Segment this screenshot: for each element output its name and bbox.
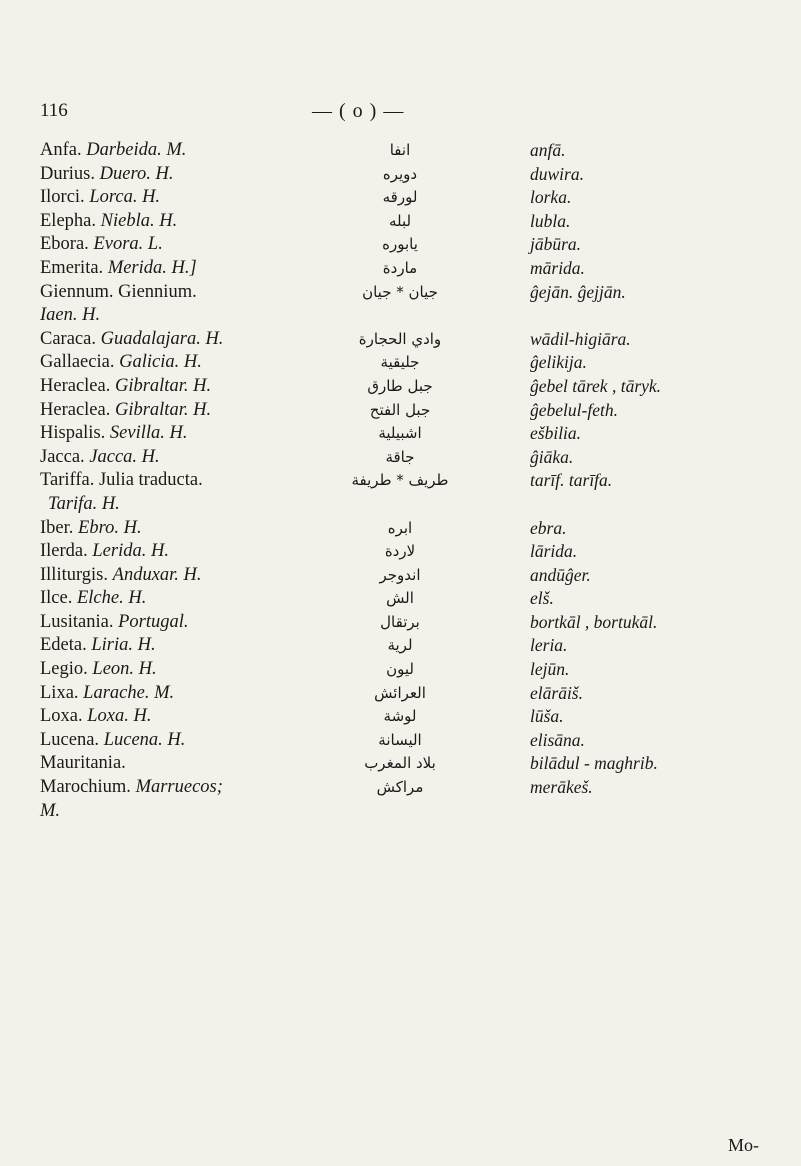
spanish-name: Gibraltar. H. — [114, 375, 212, 396]
transliteration: lūša. — [530, 706, 564, 727]
arabic-name: جليقية — [380, 353, 420, 372]
spanish-name: Lucena. H. — [103, 729, 186, 750]
arabic-name: الش — [386, 589, 414, 608]
spanish-name: Leon. H. — [92, 659, 157, 680]
list-item — [0, 186, 801, 210]
spanish-name: Darbeida. M. — [86, 140, 187, 160]
transliteration: ešbilia. — [530, 423, 582, 444]
latin-name: Heraclea. Gibraltar. H. — [40, 375, 212, 396]
spanish-name: Evora. L. — [93, 234, 163, 255]
spanish-name: Portugal. — [118, 611, 189, 632]
arabic-name: وادي الحجارة — [358, 329, 442, 348]
spanish-name: Merida. H.] — [107, 257, 197, 278]
list-item — [0, 705, 801, 729]
arabic-name: لوشة — [383, 707, 417, 726]
spanish-name: Niebla. H. — [100, 210, 178, 231]
latin-name: Marochium. Marruecos; M. — [40, 777, 223, 821]
arabic-name: لورقه — [382, 188, 418, 207]
list-item — [0, 422, 801, 446]
transliteration: wādil-higiāra. — [530, 328, 631, 349]
arabic-name: برتقال — [380, 612, 420, 631]
latin-name: Edeta. Liria. H. — [40, 635, 156, 656]
list-item — [0, 399, 801, 423]
transliteration: ebra. — [530, 517, 567, 538]
list-item — [0, 328, 801, 352]
list-item — [0, 210, 801, 234]
arabic-name: جاقة — [385, 447, 415, 466]
latin-name: Giennum. Giennium. Iaen. H. — [40, 281, 197, 328]
page-header — [0, 100, 801, 140]
list-item — [0, 163, 801, 187]
latin-name: Ilorci. Lorca. H. — [40, 187, 161, 208]
latin-name: Heraclea. Gibraltar. H. — [40, 399, 212, 420]
list-item — [0, 540, 801, 564]
latin-name: Legio. Leon. H. — [40, 659, 157, 680]
spanish-name: Gibraltar. H. — [114, 399, 212, 420]
list-item — [0, 281, 801, 328]
list-item — [0, 776, 801, 823]
entry-list — [0, 139, 801, 823]
list-item — [0, 375, 801, 399]
latin-name: Iber. Ebro. H. — [40, 517, 142, 538]
latin-name: Elepha. Niebla. H. — [40, 210, 178, 231]
latin-name: Ilerda. Lerida. H. — [40, 541, 169, 562]
list-item — [0, 517, 801, 541]
transliteration: ĝiāka. — [530, 446, 574, 467]
latin-name: Lucena. Lucena. H. — [40, 729, 186, 750]
list-item — [0, 233, 801, 257]
latin-name: Anfa. Darbeida. M. — [40, 140, 187, 160]
transliteration: lubla. — [530, 210, 571, 231]
latin-name: Hispalis. Sevilla. H. — [40, 423, 188, 444]
spanish-name: Liria. H. — [91, 635, 156, 656]
arabic-name: يابوره — [382, 235, 418, 254]
latin-name: Ebora. Evora. L. — [40, 234, 163, 255]
latin-name: Loxa. Loxa. H. — [40, 706, 152, 727]
arabic-name: لاردة — [384, 542, 416, 561]
transliteration: lārida. — [530, 541, 578, 562]
latin-name: Emerita. Merida. H.] — [40, 257, 197, 278]
arabic-name: ليون — [386, 660, 414, 679]
latin-name: Mauritania. — [40, 753, 126, 774]
latin-name: Tariffa. Julia traducta. Tarifa. H. — [40, 469, 203, 516]
transliteration: elš. — [530, 588, 554, 609]
list-item — [0, 658, 801, 682]
arabic-name: انفا — [389, 141, 411, 159]
arabic-name: جبل الفتح — [369, 400, 431, 419]
list-item — [0, 564, 801, 588]
transliteration: bortkāl , bortukāl. — [530, 611, 658, 632]
arabic-name: جيان * جيان — [362, 282, 438, 301]
list-item — [0, 351, 801, 375]
transliteration: merākeš. — [530, 777, 593, 798]
list-item — [0, 611, 801, 635]
arabic-name: جبل طارق — [367, 376, 433, 395]
transliteration: jābūra. — [530, 234, 582, 255]
page-number: 116 — [40, 100, 68, 121]
transliteration: bilādul - maghrib. — [530, 753, 658, 774]
arabic-name: دويره — [382, 164, 418, 183]
latin-name: Ilce. Elche. H. — [40, 588, 147, 609]
transliteration: lorka. — [530, 187, 572, 208]
transliteration: anfā. — [530, 140, 566, 160]
latin-name: Jacca. Jacca. H. — [40, 446, 160, 467]
latin-name: Lusitania. Portugal. — [40, 611, 189, 632]
spanish-name: Anduxar. H. — [112, 564, 202, 585]
spanish-name: Tarifa. H. — [48, 493, 120, 514]
list-item — [0, 634, 801, 658]
list-item — [0, 469, 801, 516]
arabic-name: بلاد المغرب — [364, 754, 436, 773]
spanish-name: Galicia. H. — [119, 352, 202, 373]
spanish-name: Marruecos; M. — [40, 777, 223, 821]
transliteration: ĝebelul-feth. — [530, 399, 618, 420]
spanish-name: Loxa. H. — [87, 706, 152, 727]
arabic-name: العرائش — [374, 683, 426, 702]
spanish-name: Iaen. H. — [40, 305, 101, 326]
latin-name: Illiturgis. Anduxar. H. — [40, 564, 202, 585]
transliteration: andūĝer. — [530, 564, 591, 585]
arabic-name: اليسانة — [378, 730, 422, 749]
list-item — [0, 257, 801, 281]
spanish-name: Duero. H. — [99, 163, 174, 184]
transliteration: elārāiš. — [530, 682, 583, 703]
catchword: Mo- — [728, 1135, 759, 1155]
arabic-name: مراكش — [376, 778, 424, 797]
arabic-name: ابره — [387, 518, 413, 537]
transliteration: ĝelikija. — [530, 352, 587, 373]
spanish-name: Sevilla. H. — [109, 423, 188, 444]
spanish-name: Elche. H. — [76, 588, 147, 609]
transliteration: ĝebel tārek , tāryk. — [530, 375, 662, 396]
running-head: — ( o ) — — [312, 100, 405, 122]
spanish-name: Larache. M. — [83, 682, 175, 703]
latin-name: Gallaecia. Galicia. H. — [40, 352, 202, 373]
list-item — [0, 139, 801, 163]
spanish-name: Lerida. H. — [92, 541, 169, 562]
latin-name: Durius. Duero. H. — [40, 163, 174, 184]
list-item — [0, 587, 801, 611]
transliteration: duwira. — [530, 163, 584, 184]
list-item — [0, 446, 801, 470]
arabic-name: طريف * طريفة — [351, 471, 449, 490]
transliteration: ĝejān. ĝejjān. — [530, 281, 626, 302]
transliteration: mārida. — [530, 257, 585, 278]
arabic-name: لرية — [387, 636, 413, 655]
latin-name: Lixa. Larache. M. — [40, 682, 175, 703]
transliteration: leria. — [530, 635, 568, 656]
transliteration: lejūn. — [530, 659, 570, 680]
list-item — [0, 752, 801, 776]
latin-name: Caraca. Guadalajara. H. — [40, 328, 224, 349]
arabic-name: اندوجر — [379, 565, 421, 584]
list-item — [0, 682, 801, 706]
spanish-name: Lorca. H. — [89, 187, 161, 208]
spanish-name: Jacca. H. — [89, 446, 160, 467]
transliteration: elisāna. — [530, 729, 585, 750]
transliteration: tarīf. tarīfa. — [530, 470, 613, 491]
arabic-name: ماردة — [382, 258, 418, 277]
spanish-name: Ebro. H. — [78, 517, 142, 538]
arabic-name: اشبيلية — [378, 424, 422, 443]
spanish-name: Guadalajara. H. — [100, 328, 224, 349]
list-item — [0, 729, 801, 753]
arabic-name: لبله — [388, 211, 412, 230]
